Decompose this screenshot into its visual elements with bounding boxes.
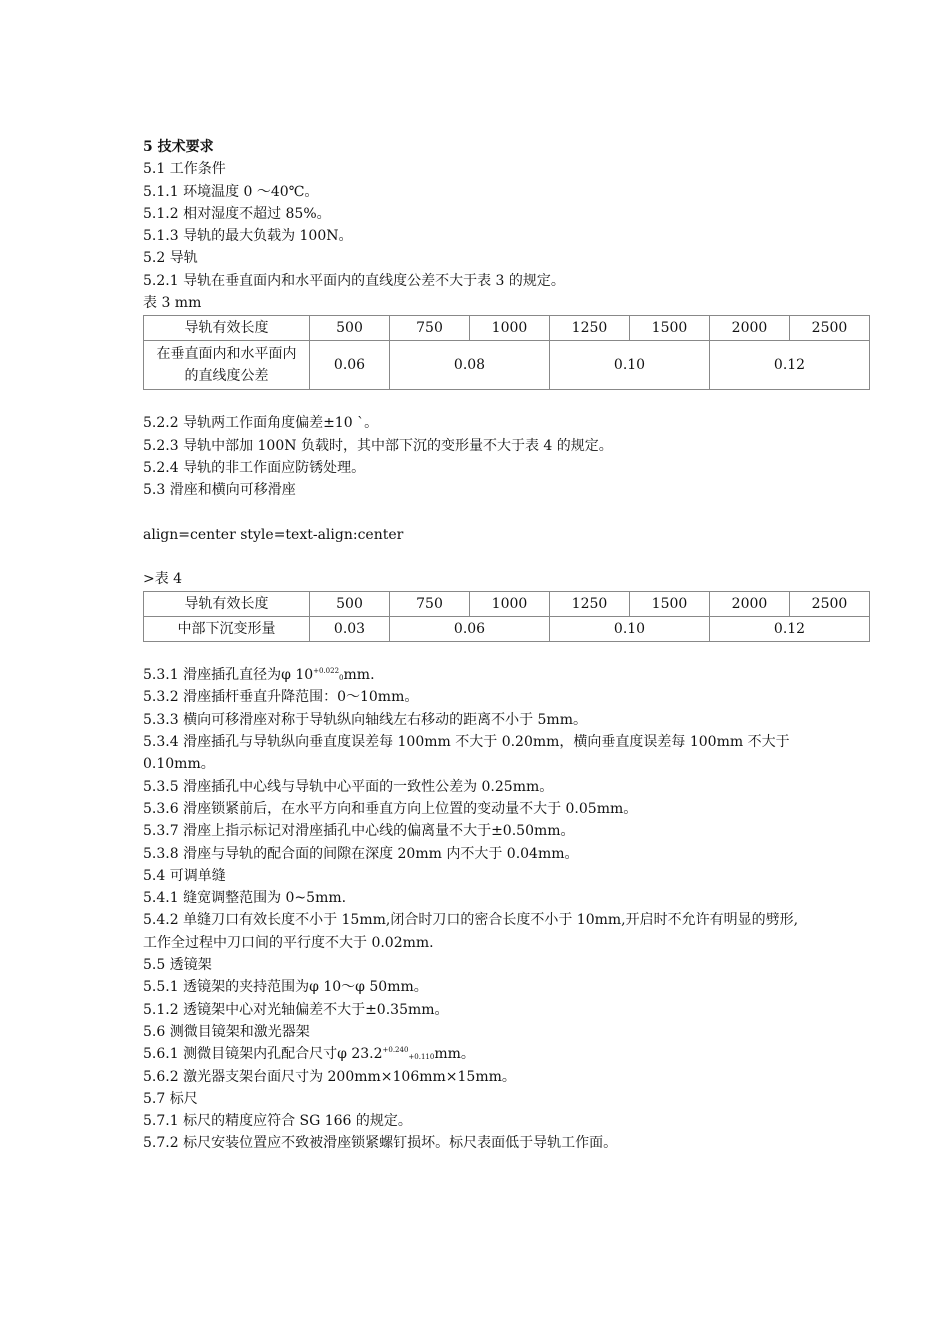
- table-cell: 0.10: [550, 617, 710, 642]
- table-cell: 0.03: [310, 617, 390, 642]
- tolerance-upper: +0.022: [313, 667, 340, 676]
- clause: 5.2.2 导轨两工作面角度偏差±10 `。: [143, 415, 379, 432]
- table-row-label: 中部下沉变形量: [144, 617, 310, 642]
- clause: 5.3.5 滑座插孔中心线与导轨中心平面的一致性公差为 0.25mm。: [143, 778, 554, 795]
- table-header: 导轨有效长度: [144, 592, 310, 617]
- table-caption: 表 3 mm: [143, 295, 202, 312]
- table-cell: 1250: [550, 592, 630, 617]
- table-cell: 0.08: [390, 341, 550, 390]
- table-cell: 1000: [470, 316, 550, 341]
- clause: 5.7.1 标尺的精度应符合 SG 166 的规定。: [143, 1113, 412, 1130]
- table-3: [143, 315, 870, 390]
- table-cell: 750: [390, 316, 470, 341]
- tolerance-lower: 0: [339, 674, 344, 683]
- tolerance-lower: +0.110: [408, 1053, 435, 1062]
- clause: 5.1.2 相对湿度不超过 85%。: [143, 205, 331, 222]
- table-cell: 0.06: [310, 341, 390, 390]
- clause: 5.2.3 导轨中部加 100N 负载时，其中部下沉的变形量不大于表 4 的规定。: [143, 437, 613, 454]
- clause: 5.4 可调单缝: [143, 867, 226, 884]
- clause: 5.1.3 导轨的最大负载为 100N。: [143, 228, 353, 245]
- table-4: [143, 591, 870, 642]
- table-cell: 500: [310, 316, 390, 341]
- clause: 5.3 滑座和横向可移滑座: [143, 482, 296, 499]
- clause: 5.3.1 滑座插孔直径为φ $10^{+0.022}_0mm$.: [143, 667, 375, 684]
- clause: 5.1.1 环境温度 0 ～40℃。: [143, 183, 319, 200]
- table-cell: 0.12: [710, 341, 870, 390]
- table-cell: 0.06: [390, 617, 550, 642]
- clause: 5.4.2 单缝刀口有效长度不小于 15mm,闭合时刀口的密合长度不小于 10mm,开启时不允许有明显的劈形,工作全过程中刀口间的平行度不大于 0.02mm.: [143, 912, 799, 951]
- clause: 5.1 工作条件: [143, 161, 226, 178]
- clause: 5.7.2 标尺安装位置应不致被滑座锁紧螺钉损坏。标尺表面低于导轨工作面。: [143, 1135, 618, 1152]
- clause: 5.3.6 滑座锁紧前后，在水平方向和垂直方向上位置的变动量不大于 0.05mm。: [143, 800, 638, 817]
- clause: 5.3.3 横向可移滑座对称于导轨纵向轴线左右移动的距离不小于 5mm。: [143, 711, 587, 728]
- clause: 5.5.1 透镜架的夹持范围为φ 10～φ 50mm。: [143, 979, 428, 996]
- table-header: 导轨有效长度: [144, 316, 310, 341]
- table-caption: >表 4: [143, 570, 183, 587]
- clause: 5.5 透镜架: [143, 957, 212, 974]
- table-cell: 0.10: [550, 341, 710, 390]
- clause: 5.3.2 滑座插杆垂直升降范围：0～10mm。: [143, 689, 419, 706]
- clause: 5.4.1 缝宽调整范围为 0~5mm.: [143, 890, 347, 907]
- table-cell: 2500: [790, 316, 870, 341]
- clause: 5.2 导轨: [143, 250, 198, 267]
- table-cell: 1500: [630, 592, 710, 617]
- table-cell: 750: [390, 592, 470, 617]
- tolerance-upper: +0.240: [382, 1046, 409, 1055]
- clause: 5.3.8 滑座与导轨的配合面的间隙在深度 20mm 内不大于 0.04mm。: [143, 845, 579, 862]
- table-cell: 500: [310, 592, 390, 617]
- section-heading: 5 技术要求: [143, 139, 214, 155]
- clause: 5.7 标尺: [143, 1090, 198, 1107]
- clause: 5.2.1 导轨在垂直面内和水平面内的直线度公差不大于表 3 的规定。: [143, 272, 565, 289]
- table-cell: 2000: [710, 592, 790, 617]
- table-cell: 1500: [630, 316, 710, 341]
- table-cell: 0.12: [710, 617, 870, 642]
- clause: 5.6.2 激光器支架台面尺寸为 200mm×106mm×15mm。: [143, 1068, 516, 1085]
- clause: 5.2.4 导轨的非工作面应防锈处理。: [143, 459, 366, 476]
- clause: 5.6 测微目镜架和激光器架: [143, 1023, 310, 1040]
- stray-markup-text: align=center style=text-align:center: [143, 526, 404, 543]
- clause: 5.1.2 透镜架中心对光轴偏差不大于±0.35mm。: [143, 1001, 449, 1018]
- table-row-label: 在垂直面内和水平面内的直线度公差: [144, 341, 310, 390]
- table-cell: 2500: [790, 592, 870, 617]
- table-cell: 1250: [550, 316, 630, 341]
- table-cell: 2000: [710, 316, 790, 341]
- clause: 5.3.4 滑座插孔与导轨纵向垂直度误差每 100mm 不大于 0.20mm，横向垂直度误差每 100mm 不大于 0.10mm。: [143, 734, 790, 773]
- document-body: [143, 136, 848, 1155]
- clause: 5.3.7 滑座上指示标记对滑座插孔中心线的偏离量不大于±0.50mm。: [143, 823, 575, 840]
- table-cell: 1000: [470, 592, 550, 617]
- clause: 5.6.1 测微目镜架内孔配合尺寸φ $23.2^{+0.240}_{+0.110}mm$。: [143, 1046, 475, 1063]
